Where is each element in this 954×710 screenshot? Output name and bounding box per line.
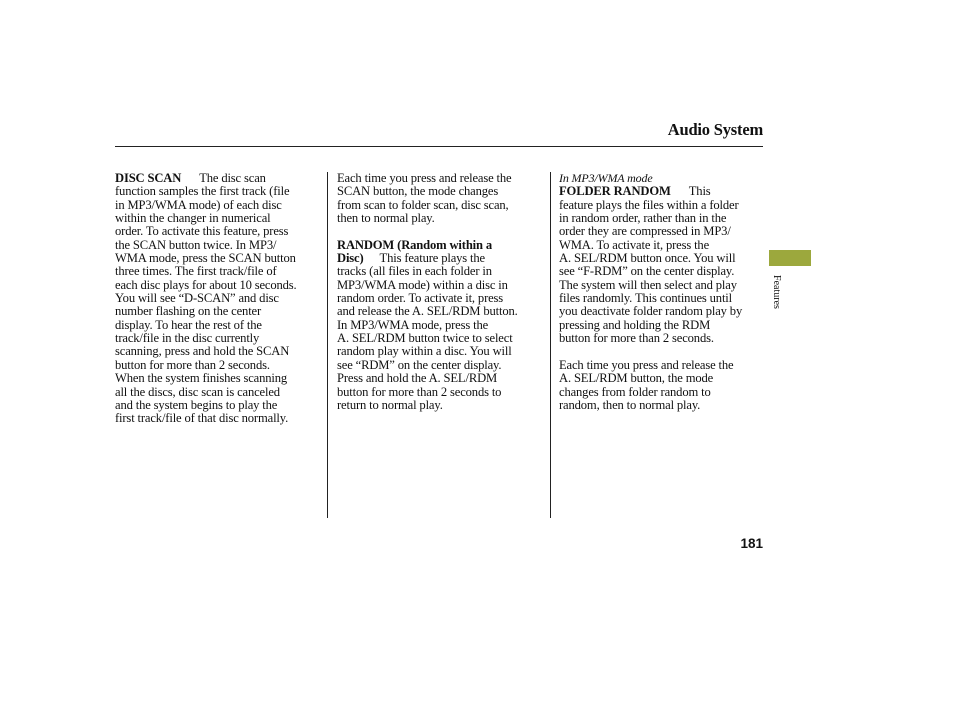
folder-random-heading: FOLDER RANDOM: [559, 184, 671, 199]
text-line: WMA. To activate it, press the: [559, 237, 710, 252]
text-line: You will see “D-SCAN” and disc: [115, 291, 279, 306]
text-line: The system will then select and play: [559, 277, 737, 292]
text-line: in MP3/WMA mode) of each disc: [115, 197, 282, 212]
text-line: order they are compressed in MP3/: [559, 224, 731, 239]
text-line: feature plays the files within a folder: [559, 197, 739, 212]
section-tab: [769, 250, 811, 266]
text-line: button for more than 2 seconds.: [115, 357, 270, 372]
text-line: SCAN button, the mode changes: [337, 184, 499, 199]
text-line: track/file in the disc currently: [115, 331, 260, 346]
text-line: three times. The first track/file of: [115, 264, 277, 279]
text-line: This feature plays the: [379, 251, 485, 266]
text-line: tracks (all files in each folder in: [337, 264, 492, 279]
title-divider: [115, 146, 763, 147]
text-line: random, then to normal play.: [559, 397, 701, 412]
text-line: A. SEL/RDM button twice to select: [337, 331, 513, 346]
text-line: see “F-RDM” on the center display.: [559, 264, 735, 279]
text-line: within the changer in numerical: [115, 211, 271, 226]
text-line: button for more than 2 seconds.: [559, 331, 714, 346]
text-line: Each time you press and release the: [337, 171, 512, 185]
text-line: button for more than 2 seconds to: [337, 384, 502, 399]
section-label: Features: [771, 275, 782, 309]
text-line: all the discs, disc scan is canceled: [115, 384, 280, 399]
text-line: from scan to folder scan, disc scan,: [337, 197, 509, 212]
text-line: return to normal play.: [337, 397, 443, 412]
page-number: 181: [740, 536, 763, 551]
page-title: Audio System: [667, 120, 763, 139]
text-line: Each time you press and release the: [559, 357, 734, 372]
text-line: files randomly. This continues until: [559, 291, 732, 306]
text-line: pressing and holding the RDM: [559, 317, 711, 332]
text-line: This: [688, 184, 711, 199]
text-line: and release the A. SEL/RDM button.: [337, 304, 518, 319]
random-heading: RANDOM (Random within a: [337, 237, 493, 252]
random-heading-continued: [337, 252, 543, 265]
column-right: [559, 172, 765, 412]
text-line: see “RDM” on the center display.: [337, 357, 502, 372]
text-line: the SCAN button twice. In MP3/: [115, 237, 277, 252]
text-line: each disc plays for about 10 seconds.: [115, 277, 297, 292]
folder-random-first-line: [559, 185, 765, 198]
text-line: When the system finishes scanning: [115, 371, 288, 386]
text-line: Press and hold the A. SEL/RDM: [337, 371, 498, 386]
text-line: and the system begins to play the: [115, 397, 278, 412]
text-line: random order. To activate it, press: [337, 291, 504, 306]
mode-note: In MP3/WMA mode: [559, 171, 653, 185]
column-middle: [337, 172, 543, 412]
text-line: in random order, rather than in the: [559, 211, 727, 226]
column-divider-right: [550, 172, 551, 518]
disc-scan-first-line: [115, 172, 320, 185]
text-line: first track/file of that disc normally.: [115, 411, 289, 426]
text-line: MP3/WMA mode) within a disc in: [337, 277, 508, 292]
text-line: display. To hear the rest of the: [115, 317, 262, 332]
text-line: changes from folder random to: [559, 384, 711, 399]
text-line: A. SEL/RDM button, the mode: [559, 371, 714, 386]
text-line: function samples the first track (file: [115, 184, 290, 199]
text-line: scanning, press and hold the SCAN: [115, 344, 290, 359]
text-line: A. SEL/RDM button once. You will: [559, 251, 736, 266]
text-line: order. To activate this feature, press: [115, 224, 289, 239]
text-line: In MP3/WMA mode, press the: [337, 317, 489, 332]
text-line: The disc scan: [199, 171, 266, 185]
column-divider-left: [327, 172, 328, 518]
random-heading-end: Disc): [337, 251, 364, 266]
text-line: you deactivate folder random play by: [559, 304, 743, 319]
text-line: random play within a disc. You will: [337, 344, 512, 359]
text-line: then to normal play.: [337, 211, 435, 226]
text-line: WMA mode, press the SCAN button: [115, 251, 296, 266]
disc-scan-heading: DISC SCAN: [115, 171, 182, 185]
text-line: number flashing on the center: [115, 304, 262, 319]
column-left: [115, 172, 320, 426]
